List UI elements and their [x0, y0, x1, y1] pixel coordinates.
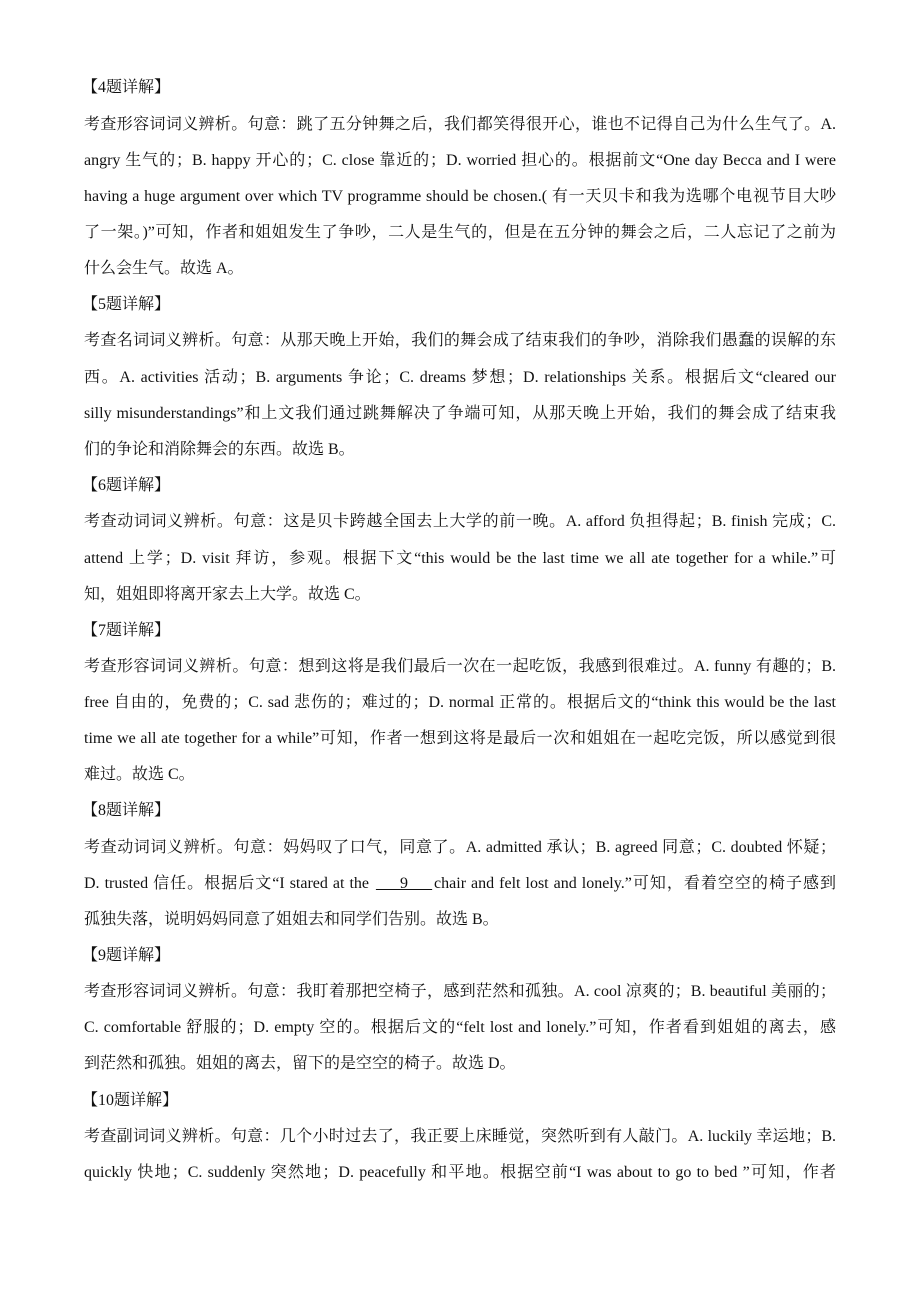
paragraph-line: 难过。故选 C。 — [84, 766, 195, 783]
paragraph-line: angry 生气的；B. happy 开心的；C. close 靠近的；D. worried 担心的。根据前文“One day Becca and I were — [84, 152, 836, 169]
paragraph-line: 什么会生气。故选 A。 — [84, 260, 244, 277]
paragraph-line: 考查动词词义辨析。句意：这是贝卡跨越全国去上大学的前一晚。A. afford 负担得起；B. finish 完成；C. — [84, 513, 836, 530]
line-text: D. trusted 信任。根据后文“I stared at the — [84, 875, 375, 892]
paragraph-line: having a huge argument over which TV programme should be chosen.( 有一天贝卡和我为选哪个电视节目大吵 — [84, 188, 836, 205]
paragraph-line: 孤独失落，说明妈妈同意了姐姐去和同学们告别。故选 B。 — [84, 911, 499, 928]
paragraph-line: 西。A. activities 活动；B. arguments 争论；C. dreams 梦想；D. relationships 关系。根据后文“cleared our — [84, 369, 836, 386]
paragraph-line: 考查名词词义辨析。句意：从那天晚上开始，我们的舞会成了结束我们的争吵，消除我们愚蠢的误解的东 — [84, 332, 836, 349]
paragraph-line: C. comfortable 舒服的；D. empty 空的。根据后文的“felt lost and lonely.”可知，作者看到姐姐的离去，感 — [84, 1019, 836, 1036]
paragraph-line: silly misunderstandings”和上文我们通过跳舞解决了争端可知，从那天晚上开始，我们的舞会成了结束我 — [84, 405, 836, 422]
paragraph-line: 考查形容词词义辨析。句意：想到这将是我们最后一次在一起吃饭，我感到很难过。A. funny 有趣的；B. — [84, 658, 836, 675]
paragraph-line: 了一架。)”可知，作者和姐姐发生了争吵，二人是生气的，但是在五分钟的舞会之后，二人忘记了之前为 — [84, 224, 836, 241]
paragraph-line: time we all ate together for a while”可知，作者一想到这将是最后一次和姐姐在一起吃完饭，所以感觉到很 — [84, 730, 836, 747]
section-heading-6: 【6题详解】 — [82, 477, 171, 494]
paragraph-line: 考查动词词义辨析。句意：妈妈叹了口气，同意了。A. admitted 承认；B. agreed 同意；C. doubted 怀疑； — [84, 839, 836, 856]
paragraph-line: attend 上学；D. visit 拜访，参观。根据下文“this would be the last time we all ate together for a while.”可 — [84, 550, 836, 567]
paragraph-line: 考查形容词词义辨析。句意：跳了五分钟舞之后，我们都笑得很开心，谁也不记得自己为什么生气了。A. — [84, 116, 836, 133]
section-heading-4: 【4题详解】 — [82, 79, 171, 96]
section-heading-8: 【8题详解】 — [82, 802, 171, 819]
paragraph-line: 考查副词词义辨析。句意：几个小时过去了，我正要上床睡觉，突然听到有人敲门。A. luckily 幸运地；B. — [84, 1128, 836, 1145]
paragraph-line: 们的争论和消除舞会的东西。故选 B。 — [84, 441, 355, 458]
paragraph-line — [84, 873, 836, 895]
paragraph-line: quickly 快地；C. suddenly 突然地；D. peacefully 和平地。根据空前“I was about to go to bed ”可知，作者 — [84, 1164, 836, 1181]
line-text: chair and felt lost and lonely.”可知，看着空空的椅子感到 — [434, 875, 836, 892]
paragraph-line: free 自由的，免费的；C. sad 悲伤的；难过的；D. normal 正常的。根据后文的“think this would be the last — [84, 694, 836, 711]
section-heading-5: 【5题详解】 — [82, 296, 171, 313]
section-heading-10: 【10题详解】 — [82, 1092, 179, 1109]
paragraph-line: 到茫然和孤独。姐姐的离去，留下的是空空的椅子。故选 D。 — [84, 1055, 516, 1072]
paragraph-line: 考查形容词词义辨析。句意：我盯着那把空椅子，感到茫然和孤独。A. cool 凉爽的；B. beautiful 美丽的； — [84, 983, 836, 1000]
section-heading-9: 【9题详解】 — [82, 947, 171, 964]
fill-in-blank: ___9___ — [376, 875, 433, 892]
paragraph-line: 知，姐姐即将离开家去上大学。故选 C。 — [84, 586, 371, 603]
section-heading-7: 【7题详解】 — [82, 622, 171, 639]
